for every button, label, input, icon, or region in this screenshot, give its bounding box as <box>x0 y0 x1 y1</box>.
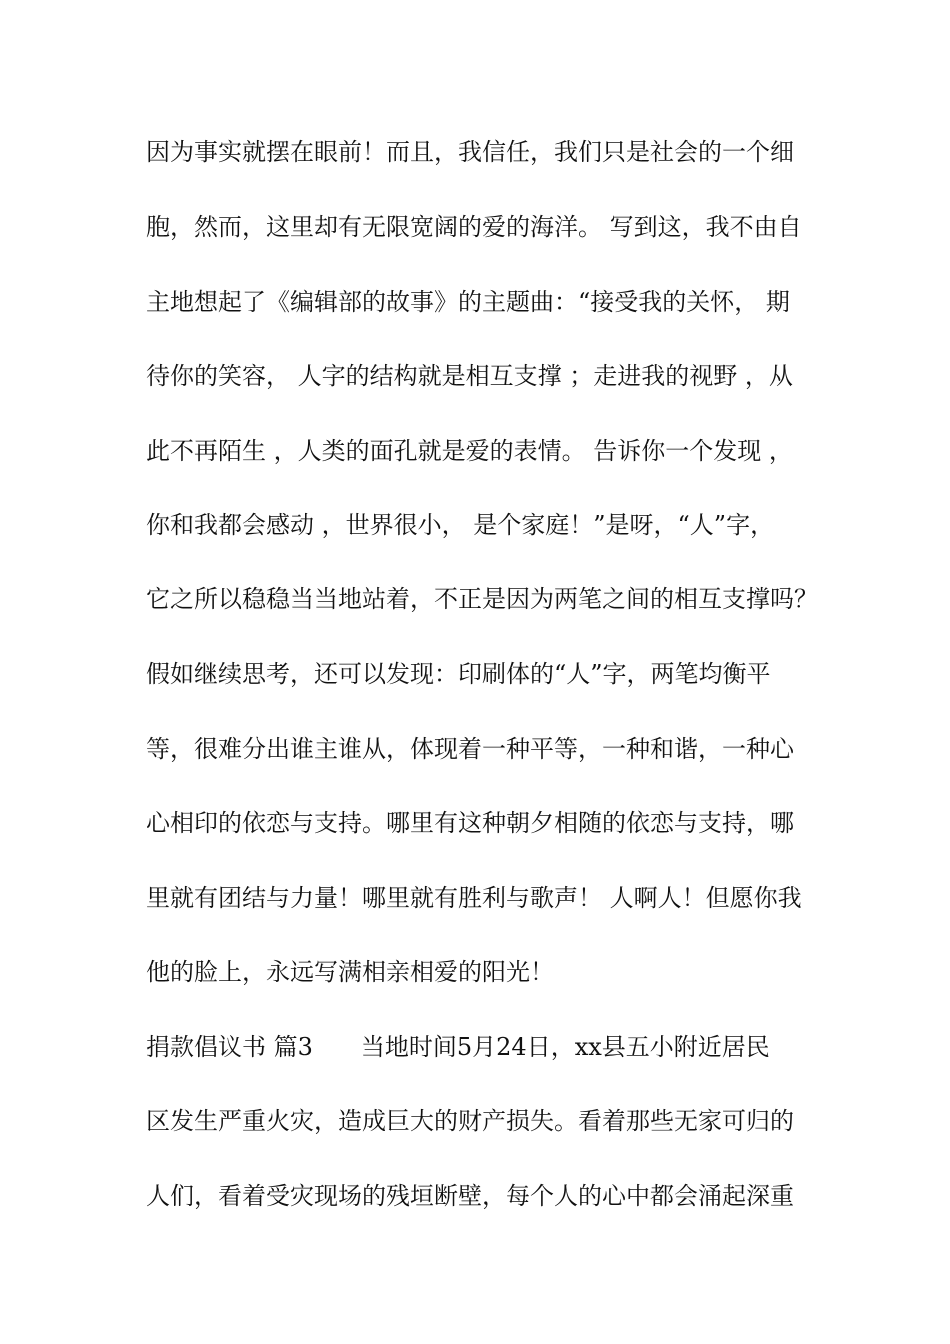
text-line-2: 胞，然而，这里却有无限宽阔的爱的海洋。 写到这，我不由自 <box>146 213 802 241</box>
text-line-1: 因为事实就摆在眼前！而且，我信任，我们只是社会的一个细 <box>146 138 794 166</box>
text-line-13: 捐款倡议书 篇3 当地时间5月24日，xx县五小附近居民 <box>146 1033 770 1061</box>
text-line-14: 区发生严重火灾，造成巨大的财产损失。看着那些无家可归的 <box>146 1107 794 1135</box>
text-line-12: 他的脸上，永远写满相亲相爱的阳光！ <box>146 958 554 986</box>
text-line-11: 里就有团结与力量！哪里就有胜利与歌声！ 人啊人！但愿你我 <box>146 884 802 912</box>
text-line-9: 等，很难分出谁主谁从，体现着一种平等，一种和谐，一种心 <box>146 735 794 763</box>
text-line-3: 主地想起了《编辑部的故事》的主题曲：“接受我的关怀， 期 <box>146 288 790 316</box>
text-line-6: 你和我都会感动 ，世界很小， 是个家庭！”是呀，“人”字， <box>146 511 775 539</box>
text-line-5: 此不再陌生 ，人类的面孔就是爱的表情。 告诉你一个发现 ， <box>146 437 793 465</box>
text-line-7: 它之所以稳稳当当地站着，不正是因为两笔之间的相互支撑吗？ <box>146 585 818 613</box>
text-line-10: 心相印的依恋与支持。哪里有这种朝夕相随的依恋与支持，哪 <box>146 809 794 837</box>
text-line-15: 人们，看着受灾现场的残垣断壁，每个人的心中都会涌起深重 <box>146 1182 794 1210</box>
text-line-4: 待你的笑容， 人字的结构就是相互支撑 ；走进我的视野 ，从 <box>146 362 793 390</box>
text-line-8: 假如继续思考，还可以发现：印刷体的“人”字，两笔均衡平 <box>146 660 771 688</box>
